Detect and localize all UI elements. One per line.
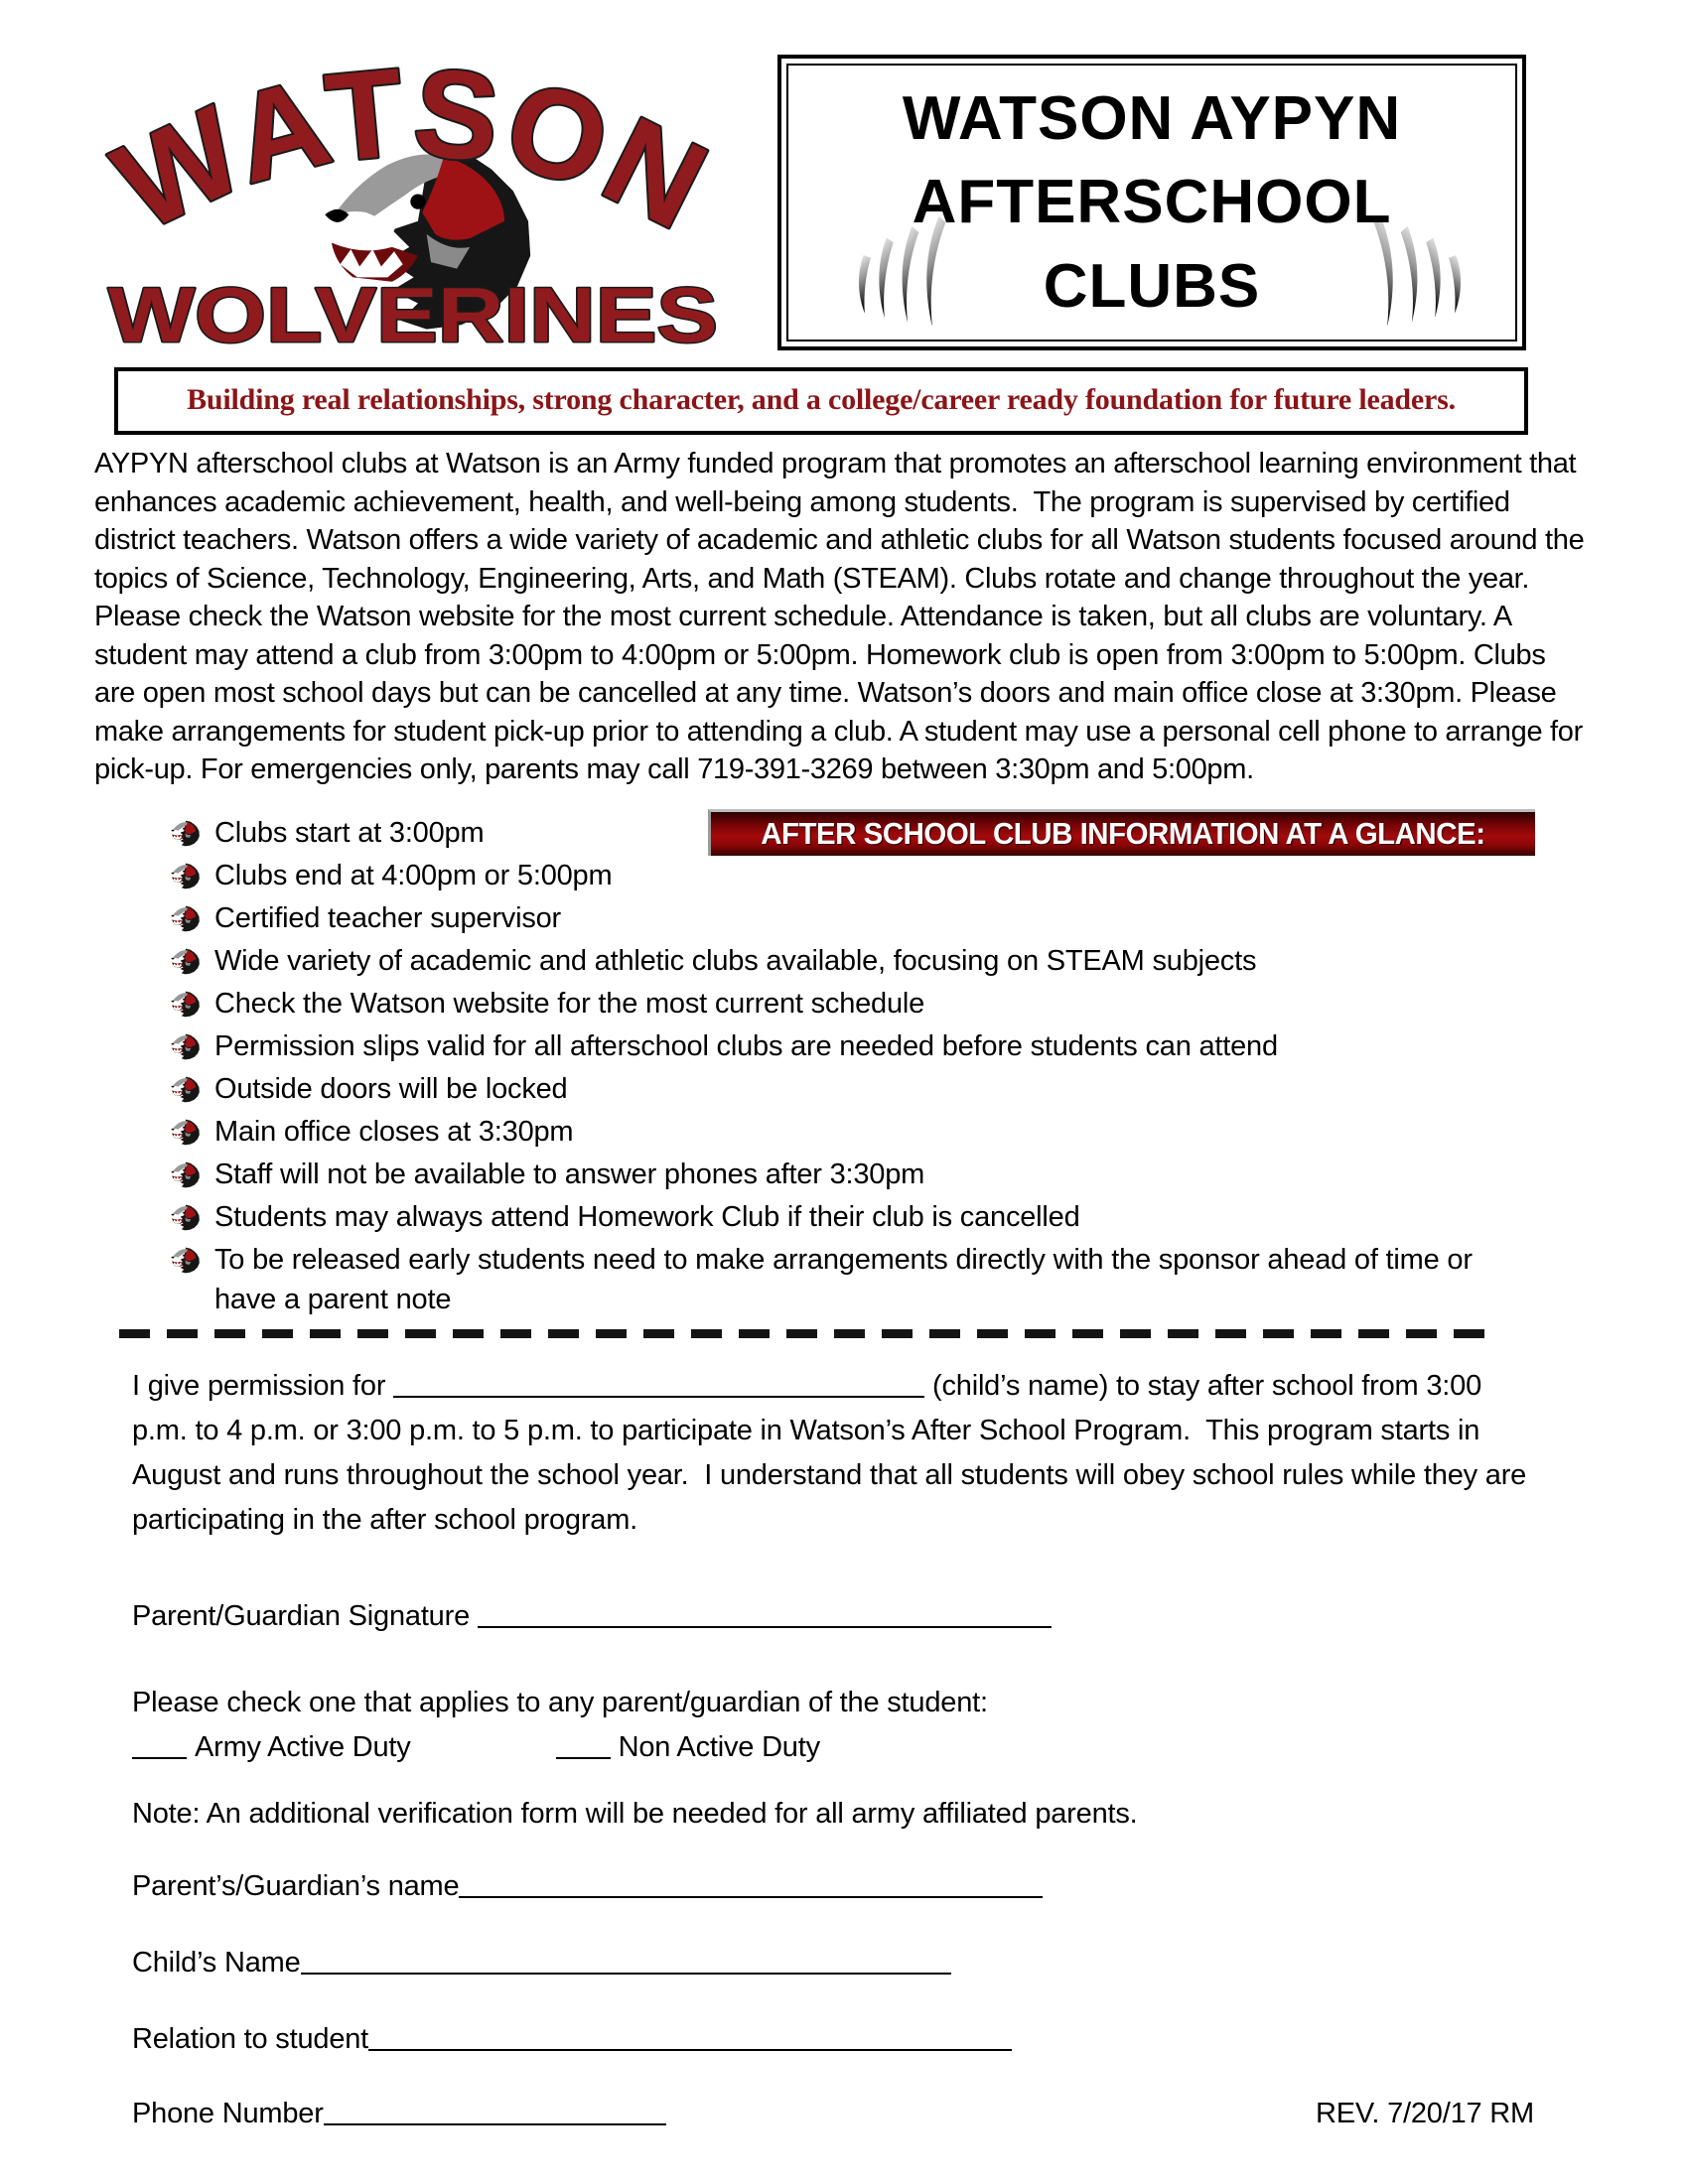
revision-stamp: REV. 7/20/17 RM	[1316, 2097, 1534, 2129]
title-line-3: CLUBS	[1043, 251, 1261, 321]
dashed-divider	[119, 1329, 1491, 1338]
relation-row: Relation to student	[132, 2017, 1688, 2062]
check-prompt: Please check one that applies to any parent/guardian of the student:	[132, 1686, 988, 1718]
child-name-field-blank[interactable]	[301, 1944, 951, 1975]
child-name-row: Child’s Name	[132, 1941, 1688, 1985]
wolverine-bullet-icon	[171, 1247, 201, 1274]
wolverine-bullet-icon	[171, 1119, 201, 1146]
parent-name-row: Parent’s/Guardian’s name	[132, 1864, 1688, 1909]
intro-paragraph: AYPYN afterschool clubs at Watson is an Army funded program that promotes an afterschool learning environment that enhances academic achievement, health, and well-being among students. The program is supervised by certified district teachers. Watson offers a wide variety of academic and athletic clubs for all Watson students focused around the topics of Science, Technology, Engineering, Arts, and Math (STEAM). Clubs rotate and change throughout the year. Please check the Watson website for the most current schedule. Attendance is taken, but all clubs are voluntary. A student may attend a club from 3:00pm to 4:00pm or 5:00pm. Homework club is open from 3:00pm to 5:00pm. Clubs are open most school days but can be cancelled at any time. Watson’s doors and main office close at 3:30pm. Please make arrangements for student pick-up prior to attending a club. A student may use a personal cell phone to arrange for pick-up. For emergencies only, parents may call 719-391-3269 between 3:30pm and 5:00pm.	[94, 448, 1593, 785]
wolverine-bullet-icon	[171, 905, 201, 932]
child-name-blank[interactable]	[393, 1367, 924, 1398]
glance-banner: AFTER SCHOOL CLUB INFORMATION AT A GLANCE:	[708, 809, 1535, 856]
wolverine-bullet-icon	[171, 948, 201, 975]
glance-item: Certified teacher supervisor	[171, 898, 1533, 938]
non-active-duty-blank[interactable]	[556, 1728, 611, 1759]
title-line-1: WATSON AYPYN	[902, 83, 1402, 153]
header	[0, 0, 1688, 367]
glance-item: Wide variety of academic and athletic clubs available, focusing on STEAM subjects	[171, 941, 1533, 981]
verification-note: Note: An additional verification form will be needed for all army affiliated parents.	[132, 1797, 1138, 1830]
wolverine-bullet-icon	[171, 1033, 201, 1060]
wolverine-bullet-icon	[171, 863, 201, 889]
relation-blank[interactable]	[368, 2020, 1012, 2051]
parent-name-blank[interactable]	[459, 1867, 1043, 1898]
army-active-duty-label: Army Active Duty	[195, 1730, 411, 1763]
non-active-duty-label: Non Active Duty	[618, 1730, 820, 1763]
permission-paragraph: I give permission for (child’s name) to stay after school from 3:00 p.m. to 4 p.m. or 3:00 p.m. to 5 p.m. to participate in Watson’s After School Program. This program starts in August and runs throughout the school year. I understand that all students will obey school rules while they are participating in the after school program.	[132, 1364, 1532, 1543]
duty-options-row	[132, 1725, 1688, 1770]
glance-item: Staff will not be available to answer phones after 3:30pm	[171, 1155, 1533, 1194]
wolverine-bullet-icon	[171, 991, 201, 1018]
watson-wolverines-logo	[91, 34, 735, 357]
wolverine-bullet-icon	[171, 1204, 201, 1231]
glance-section	[171, 813, 1688, 1319]
logo-team-text: WATSON	[94, 41, 731, 258]
logo-mascot-text: WOLVERINES	[108, 271, 718, 357]
glance-item: Permission slips valid for all afterschool clubs are needed before students can attend	[171, 1026, 1533, 1066]
glance-list	[171, 813, 1688, 1319]
title-box	[777, 55, 1526, 350]
glance-item: Outside doors will be locked	[171, 1069, 1533, 1109]
phone-blank[interactable]	[324, 2095, 666, 2125]
wolverine-bullet-icon	[171, 1076, 201, 1103]
wolverine-bullet-icon	[171, 1161, 201, 1188]
glance-item: Check the Watson website for the most current schedule	[171, 984, 1533, 1024]
signature-row: Parent/Guardian Signature	[132, 1594, 1688, 1639]
glance-item: Students may always attend Homework Club if their club is cancelled	[171, 1197, 1533, 1237]
wolverine-bullet-icon	[171, 820, 201, 847]
phone-row: Phone Number REV. 7/20/17 RM	[132, 2092, 1534, 2136]
glance-item: To be released early students need to make arrangements directly with the sponsor ahead of time or have a parent note	[171, 1240, 1533, 1319]
signature-blank[interactable]	[478, 1597, 1052, 1628]
glance-item: Main office closes at 3:30pm	[171, 1112, 1533, 1152]
title-box-inner	[786, 64, 1517, 341]
motto-banner: Building real relationships, strong character, and a college/career ready foundation for future leaders.	[114, 367, 1528, 435]
army-active-duty-blank[interactable]	[132, 1728, 187, 1759]
glance-item: Clubs end at 4:00pm or 5:00pm	[171, 856, 1533, 895]
title-line-2: AFTERSCHOOL	[912, 168, 1392, 236]
glance-item: Clubs start at 3:00pm	[171, 813, 1533, 853]
